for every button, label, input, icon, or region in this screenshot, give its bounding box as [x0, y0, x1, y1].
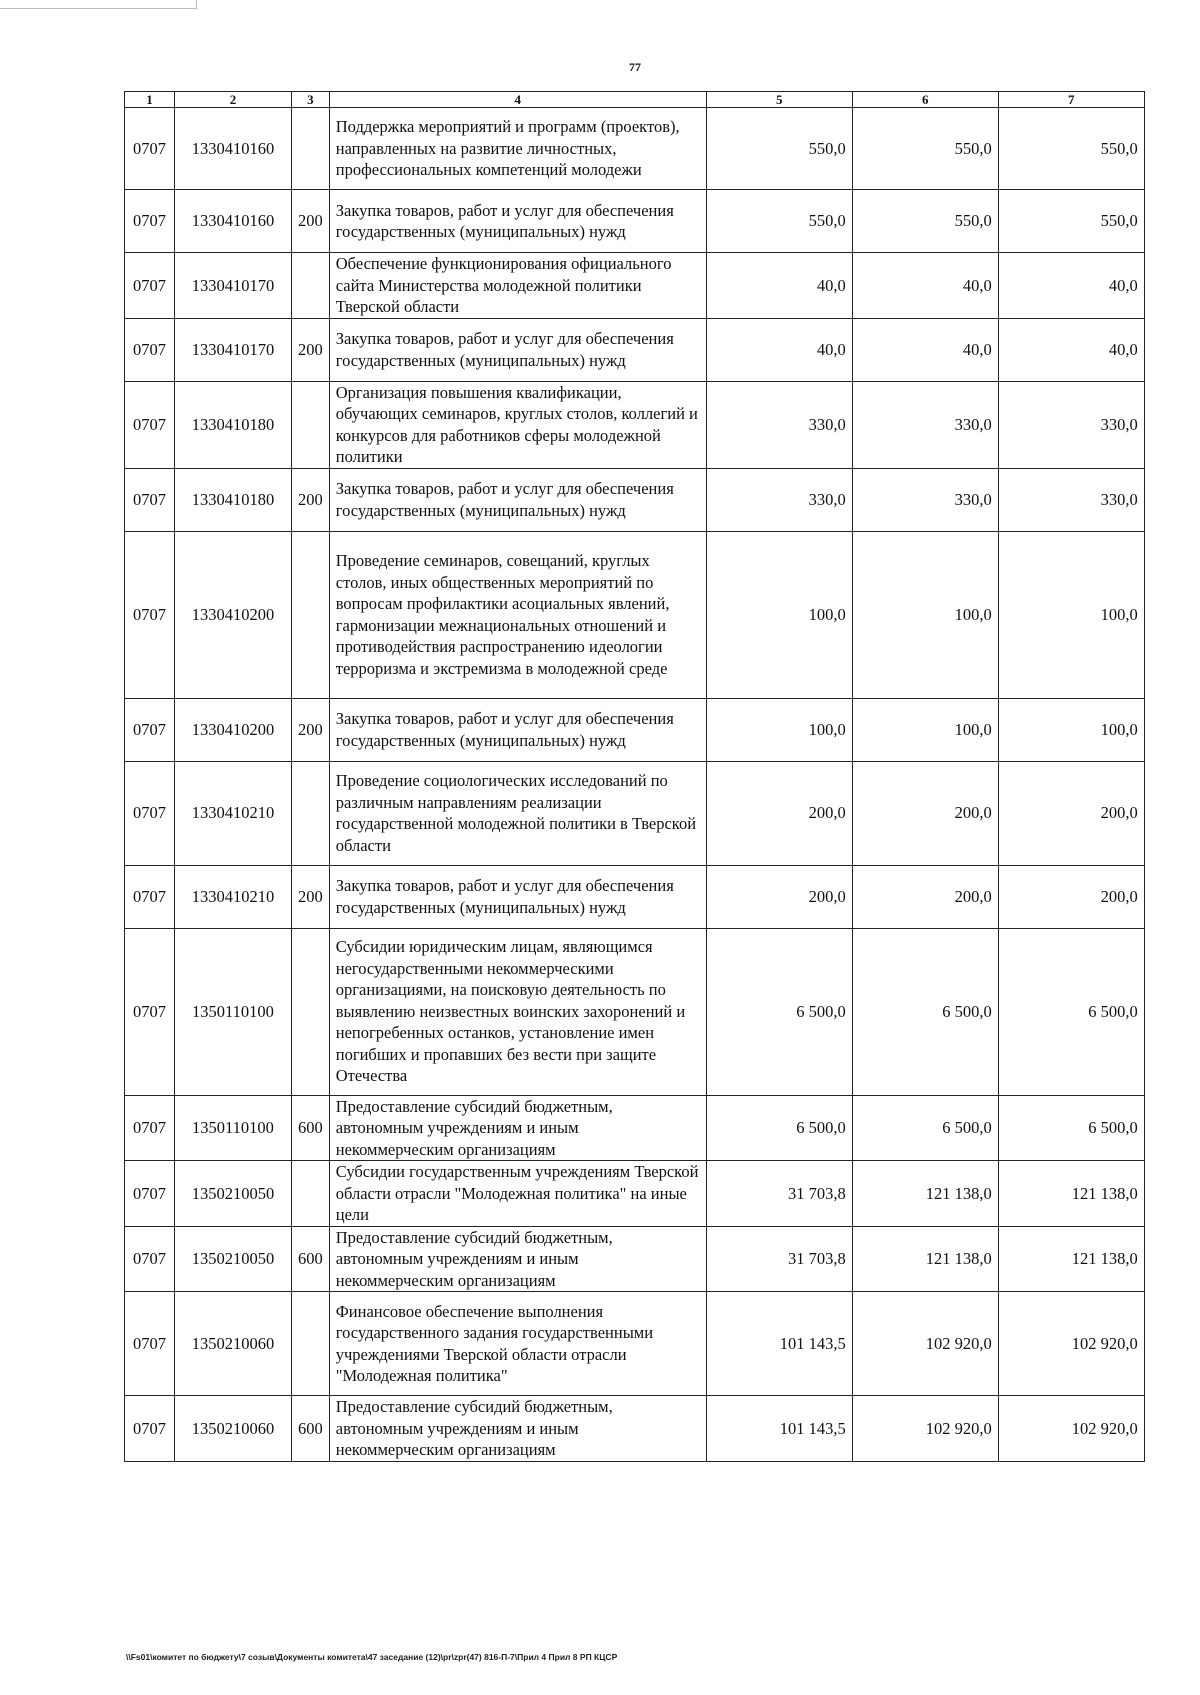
target-article-code: 1330410180 [175, 381, 292, 468]
expense-name: Субсидии юридическим лицам, являющимся негосударственными некоммерческими организациями, на поисковую деятельность по выявлению неизвестных воинских захоронений и непогребенных останков, установление имен погибших и пропавших без вести при защите Отечества [329, 928, 706, 1095]
budget-section-code: 0707 [125, 761, 175, 865]
budget-section-code: 0707 [125, 1161, 175, 1227]
expense-type-code [292, 928, 330, 1095]
expense-type-code: 600 [292, 1396, 330, 1462]
amount-col-7: 550,0 [998, 108, 1144, 190]
table-row [125, 761, 1145, 865]
column-header: 3 [292, 92, 330, 108]
table-row [125, 318, 1145, 381]
budget-section-code: 0707 [125, 698, 175, 761]
target-article-code: 1350210050 [175, 1226, 292, 1292]
expense-name: Закупка товаров, работ и услуг для обеспечения государственных (муниципальных) нужд [329, 698, 706, 761]
budget-section-code: 0707 [125, 1095, 175, 1161]
expense-type-code: 200 [292, 698, 330, 761]
table-row [125, 1292, 1145, 1396]
amount-col-5: 100,0 [706, 698, 852, 761]
amount-col-7: 550,0 [998, 190, 1144, 253]
expense-type-code: 200 [292, 468, 330, 531]
amount-col-6: 102 920,0 [852, 1292, 998, 1396]
amount-col-6: 100,0 [852, 531, 998, 698]
target-article-code: 1350110100 [175, 928, 292, 1095]
column-header: 2 [175, 92, 292, 108]
amount-col-6: 550,0 [852, 190, 998, 253]
amount-col-5: 200,0 [706, 865, 852, 928]
expense-type-code: 200 [292, 318, 330, 381]
column-header: 7 [998, 92, 1144, 108]
table-row [125, 1396, 1145, 1462]
amount-col-6: 40,0 [852, 318, 998, 381]
expense-name: Закупка товаров, работ и услуг для обеспечения государственных (муниципальных) нужд [329, 318, 706, 381]
page-number: 77 [629, 60, 641, 74]
amount-col-7: 6 500,0 [998, 1095, 1144, 1161]
budget-section-code: 0707 [125, 468, 175, 531]
amount-col-5: 100,0 [706, 531, 852, 698]
amount-col-6: 6 500,0 [852, 928, 998, 1095]
amount-col-5: 550,0 [706, 108, 852, 190]
expense-type-code [292, 381, 330, 468]
expense-type-code [292, 1292, 330, 1396]
expense-type-code [292, 108, 330, 190]
table-row [125, 108, 1145, 190]
expense-name: Поддержка мероприятий и программ (проектов), направленных на развитие личностных, профессиональных компетенций молодежи [329, 108, 706, 190]
budget-section-code: 0707 [125, 381, 175, 468]
table-row [125, 928, 1145, 1095]
amount-col-5: 330,0 [706, 468, 852, 531]
target-article-code: 1330410160 [175, 190, 292, 253]
amount-col-6: 200,0 [852, 761, 998, 865]
expense-type-code: 200 [292, 190, 330, 253]
expense-type-code: 200 [292, 865, 330, 928]
budget-section-code: 0707 [125, 865, 175, 928]
table-row [125, 1226, 1145, 1292]
expense-name: Организация повышения квалификации, обучающих семинаров, круглых столов, коллегий и конкурсов для работников сферы молодежной политики [329, 381, 706, 468]
amount-col-6: 6 500,0 [852, 1095, 998, 1161]
table-row [125, 698, 1145, 761]
budget-section-code: 0707 [125, 318, 175, 381]
table-row [125, 381, 1145, 468]
target-article-code: 1330410200 [175, 698, 292, 761]
expense-type-code: 600 [292, 1095, 330, 1161]
expense-name: Обеспечение функционирования официального сайта Министерства молодежной политики Тверской области [329, 253, 706, 319]
column-number-row [125, 92, 1145, 108]
target-article-code: 1330410170 [175, 318, 292, 381]
amount-col-5: 40,0 [706, 253, 852, 319]
file-path-footer: \\Fs01\комитет по бюджету\7 созыв\Документы комитета\47 заседание (12)\pr\zpr(47) 816-П-7\Прил 4 Прил 8 РП КЦСР [126, 1652, 618, 1662]
expense-name: Предоставление субсидий бюджетным, автономным учреждениям и иным некоммерческим организациям [329, 1095, 706, 1161]
scan-edge [0, 0, 197, 9]
expense-name: Финансовое обеспечение выполнения государственного задания государственными учреждениями Тверской области отрасли "Молодежная политика" [329, 1292, 706, 1396]
target-article-code: 1330410160 [175, 108, 292, 190]
amount-col-6: 121 138,0 [852, 1226, 998, 1292]
amount-col-7: 40,0 [998, 253, 1144, 319]
table-row [125, 253, 1145, 319]
amount-col-5: 101 143,5 [706, 1292, 852, 1396]
target-article-code: 1350210060 [175, 1396, 292, 1462]
budget-table [124, 91, 1145, 1462]
table-row [125, 1161, 1145, 1227]
budget-section-code: 0707 [125, 1396, 175, 1462]
amount-col-6: 200,0 [852, 865, 998, 928]
column-header: 5 [706, 92, 852, 108]
column-header: 1 [125, 92, 175, 108]
column-header: 4 [329, 92, 706, 108]
target-article-code: 1330410180 [175, 468, 292, 531]
amount-col-7: 100,0 [998, 698, 1144, 761]
table-row [125, 468, 1145, 531]
target-article-code: 1350210060 [175, 1292, 292, 1396]
amount-col-7: 121 138,0 [998, 1161, 1144, 1227]
expense-name: Субсидии государственным учреждениям Тверской области отрасли "Молодежная политика" на иные цели [329, 1161, 706, 1227]
amount-col-7: 6 500,0 [998, 928, 1144, 1095]
column-header: 6 [852, 92, 998, 108]
amount-col-5: 31 703,8 [706, 1226, 852, 1292]
amount-col-5: 550,0 [706, 190, 852, 253]
expense-name: Проведение семинаров, совещаний, круглых столов, иных общественных мероприятий по вопросам профилактики асоциальных явлений, гармонизации межнациональных отношений и противодействия распространению идеологии терроризма и экстремизма в молодежной среде [329, 531, 706, 698]
amount-col-6: 100,0 [852, 698, 998, 761]
target-article-code: 1330410170 [175, 253, 292, 319]
expense-name: Закупка товаров, работ и услуг для обеспечения государственных (муниципальных) нужд [329, 865, 706, 928]
expense-name: Проведение социологических исследований по различным направлениям реализации государственной молодежной политики в Тверской области [329, 761, 706, 865]
amount-col-7: 200,0 [998, 761, 1144, 865]
budget-section-code: 0707 [125, 108, 175, 190]
target-article-code: 1330410200 [175, 531, 292, 698]
amount-col-7: 40,0 [998, 318, 1144, 381]
amount-col-7: 330,0 [998, 468, 1144, 531]
expense-name: Закупка товаров, работ и услуг для обеспечения государственных (муниципальных) нужд [329, 190, 706, 253]
amount-col-5: 6 500,0 [706, 1095, 852, 1161]
amount-col-5: 200,0 [706, 761, 852, 865]
table-row [125, 531, 1145, 698]
amount-col-7: 102 920,0 [998, 1292, 1144, 1396]
amount-col-6: 550,0 [852, 108, 998, 190]
budget-section-code: 0707 [125, 253, 175, 319]
amount-col-6: 121 138,0 [852, 1161, 998, 1227]
expense-name: Предоставление субсидий бюджетным, автономным учреждениям и иным некоммерческим организациям [329, 1396, 706, 1462]
expense-type-code [292, 1161, 330, 1227]
expense-type-code [292, 761, 330, 865]
amount-col-7: 121 138,0 [998, 1226, 1144, 1292]
budget-section-code: 0707 [125, 928, 175, 1095]
amount-col-5: 6 500,0 [706, 928, 852, 1095]
amount-col-6: 40,0 [852, 253, 998, 319]
expense-name: Предоставление субсидий бюджетным, автономным учреждениям и иным некоммерческим организациям [329, 1226, 706, 1292]
expense-type-code [292, 253, 330, 319]
table-row [125, 1095, 1145, 1161]
amount-col-6: 102 920,0 [852, 1396, 998, 1462]
target-article-code: 1350110100 [175, 1095, 292, 1161]
budget-section-code: 0707 [125, 1226, 175, 1292]
budget-section-code: 0707 [125, 190, 175, 253]
expense-name: Закупка товаров, работ и услуг для обеспечения государственных (муниципальных) нужд [329, 468, 706, 531]
target-article-code: 1350210050 [175, 1161, 292, 1227]
budget-section-code: 0707 [125, 1292, 175, 1396]
amount-col-5: 31 703,8 [706, 1161, 852, 1227]
budget-section-code: 0707 [125, 531, 175, 698]
amount-col-7: 200,0 [998, 865, 1144, 928]
expense-type-code [292, 531, 330, 698]
amount-col-7: 100,0 [998, 531, 1144, 698]
amount-col-7: 330,0 [998, 381, 1144, 468]
expense-type-code: 600 [292, 1226, 330, 1292]
table-row [125, 190, 1145, 253]
amount-col-5: 330,0 [706, 381, 852, 468]
target-article-code: 1330410210 [175, 865, 292, 928]
amount-col-6: 330,0 [852, 468, 998, 531]
amount-col-5: 101 143,5 [706, 1396, 852, 1462]
amount-col-6: 330,0 [852, 381, 998, 468]
target-article-code: 1330410210 [175, 761, 292, 865]
amount-col-5: 40,0 [706, 318, 852, 381]
amount-col-7: 102 920,0 [998, 1396, 1144, 1462]
table-row [125, 865, 1145, 928]
